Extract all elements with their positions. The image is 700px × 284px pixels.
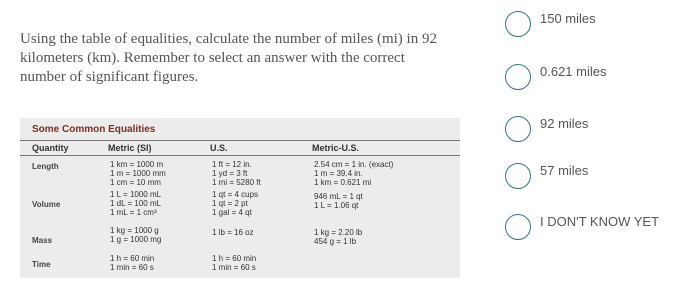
row-label-length: Length	[32, 162, 59, 171]
row-label-time: Time	[32, 260, 51, 269]
cell-length-metric-us: 2.54 cm = 1 in. (exact) 1 m = 39.4 in. 1 km = 0.621 mi	[314, 160, 394, 187]
question-text: Using the table of equalities, calculate the number of miles (mi) in 92 kilometers (km). Remember to select an answer with the correct number of significant figures.	[20, 31, 437, 85]
cell-length-metric: 1 km = 1000 m 1 m = 1000 mm 1 cm = 10 mm	[110, 160, 166, 187]
row-label-mass: Mass	[32, 236, 53, 245]
header-metric: Metric (SI)	[108, 143, 152, 153]
table-header-divider	[20, 155, 460, 156]
answer-options	[500, 0, 700, 284]
option-dont-know-yet[interactable]	[500, 208, 700, 248]
header-quantity: Quantity	[32, 143, 69, 153]
option-150-miles[interactable]	[500, 5, 700, 45]
cell-volume-metric-us: 946 mL = 1 qt 1 L = 1.06 qt	[314, 192, 363, 210]
cell-mass-metric-us: 1 kg = 2.20 lb 454 g = 1 lb	[314, 228, 363, 246]
cell-mass-metric: 1 kg = 1000 g 1 g = 1000 mg	[110, 226, 162, 244]
row-label-volume: Volume	[32, 200, 61, 209]
radio-button[interactable]	[505, 11, 531, 37]
radio-button[interactable]	[505, 214, 531, 240]
option-label: 92 miles	[540, 116, 589, 131]
cell-volume-metric: 1 L = 1000 mL 1 dL = 100 mL 1 mL = 1 cm³	[110, 190, 162, 217]
cell-time-metric: 1 h = 60 min 1 min = 60 s	[110, 254, 155, 272]
option-57-miles[interactable]	[500, 157, 700, 197]
option-label: 150 miles	[540, 11, 596, 26]
option-label: 57 miles	[540, 163, 589, 178]
option-92-miles[interactable]	[500, 110, 700, 150]
option-0-621-miles[interactable]	[500, 58, 700, 98]
option-label: 0.621 miles	[540, 64, 607, 79]
equalities-table-image	[20, 118, 460, 278]
radio-button[interactable]	[505, 64, 531, 90]
header-us: U.S.	[210, 143, 228, 153]
cell-volume-us: 1 qt = 4 cups 1 qt = 2 pt 1 gal = 4 qt	[212, 190, 259, 217]
option-label: I DON'T KNOW YET	[540, 214, 660, 229]
radio-button[interactable]	[505, 116, 531, 142]
cell-mass-us: 1 lb = 16 oz	[212, 228, 254, 237]
header-metric-us: Metric-U.S.	[312, 143, 360, 153]
table-title: Some Common Equalities	[32, 124, 156, 135]
cell-time-us: 1 h = 60 min 1 min = 60 s	[212, 254, 257, 272]
radio-button[interactable]	[505, 163, 531, 189]
table-title-divider	[20, 140, 460, 141]
cell-length-us: 1 ft = 12 in. 1 yd = 3 ft 1 mi = 5280 ft	[212, 160, 261, 187]
